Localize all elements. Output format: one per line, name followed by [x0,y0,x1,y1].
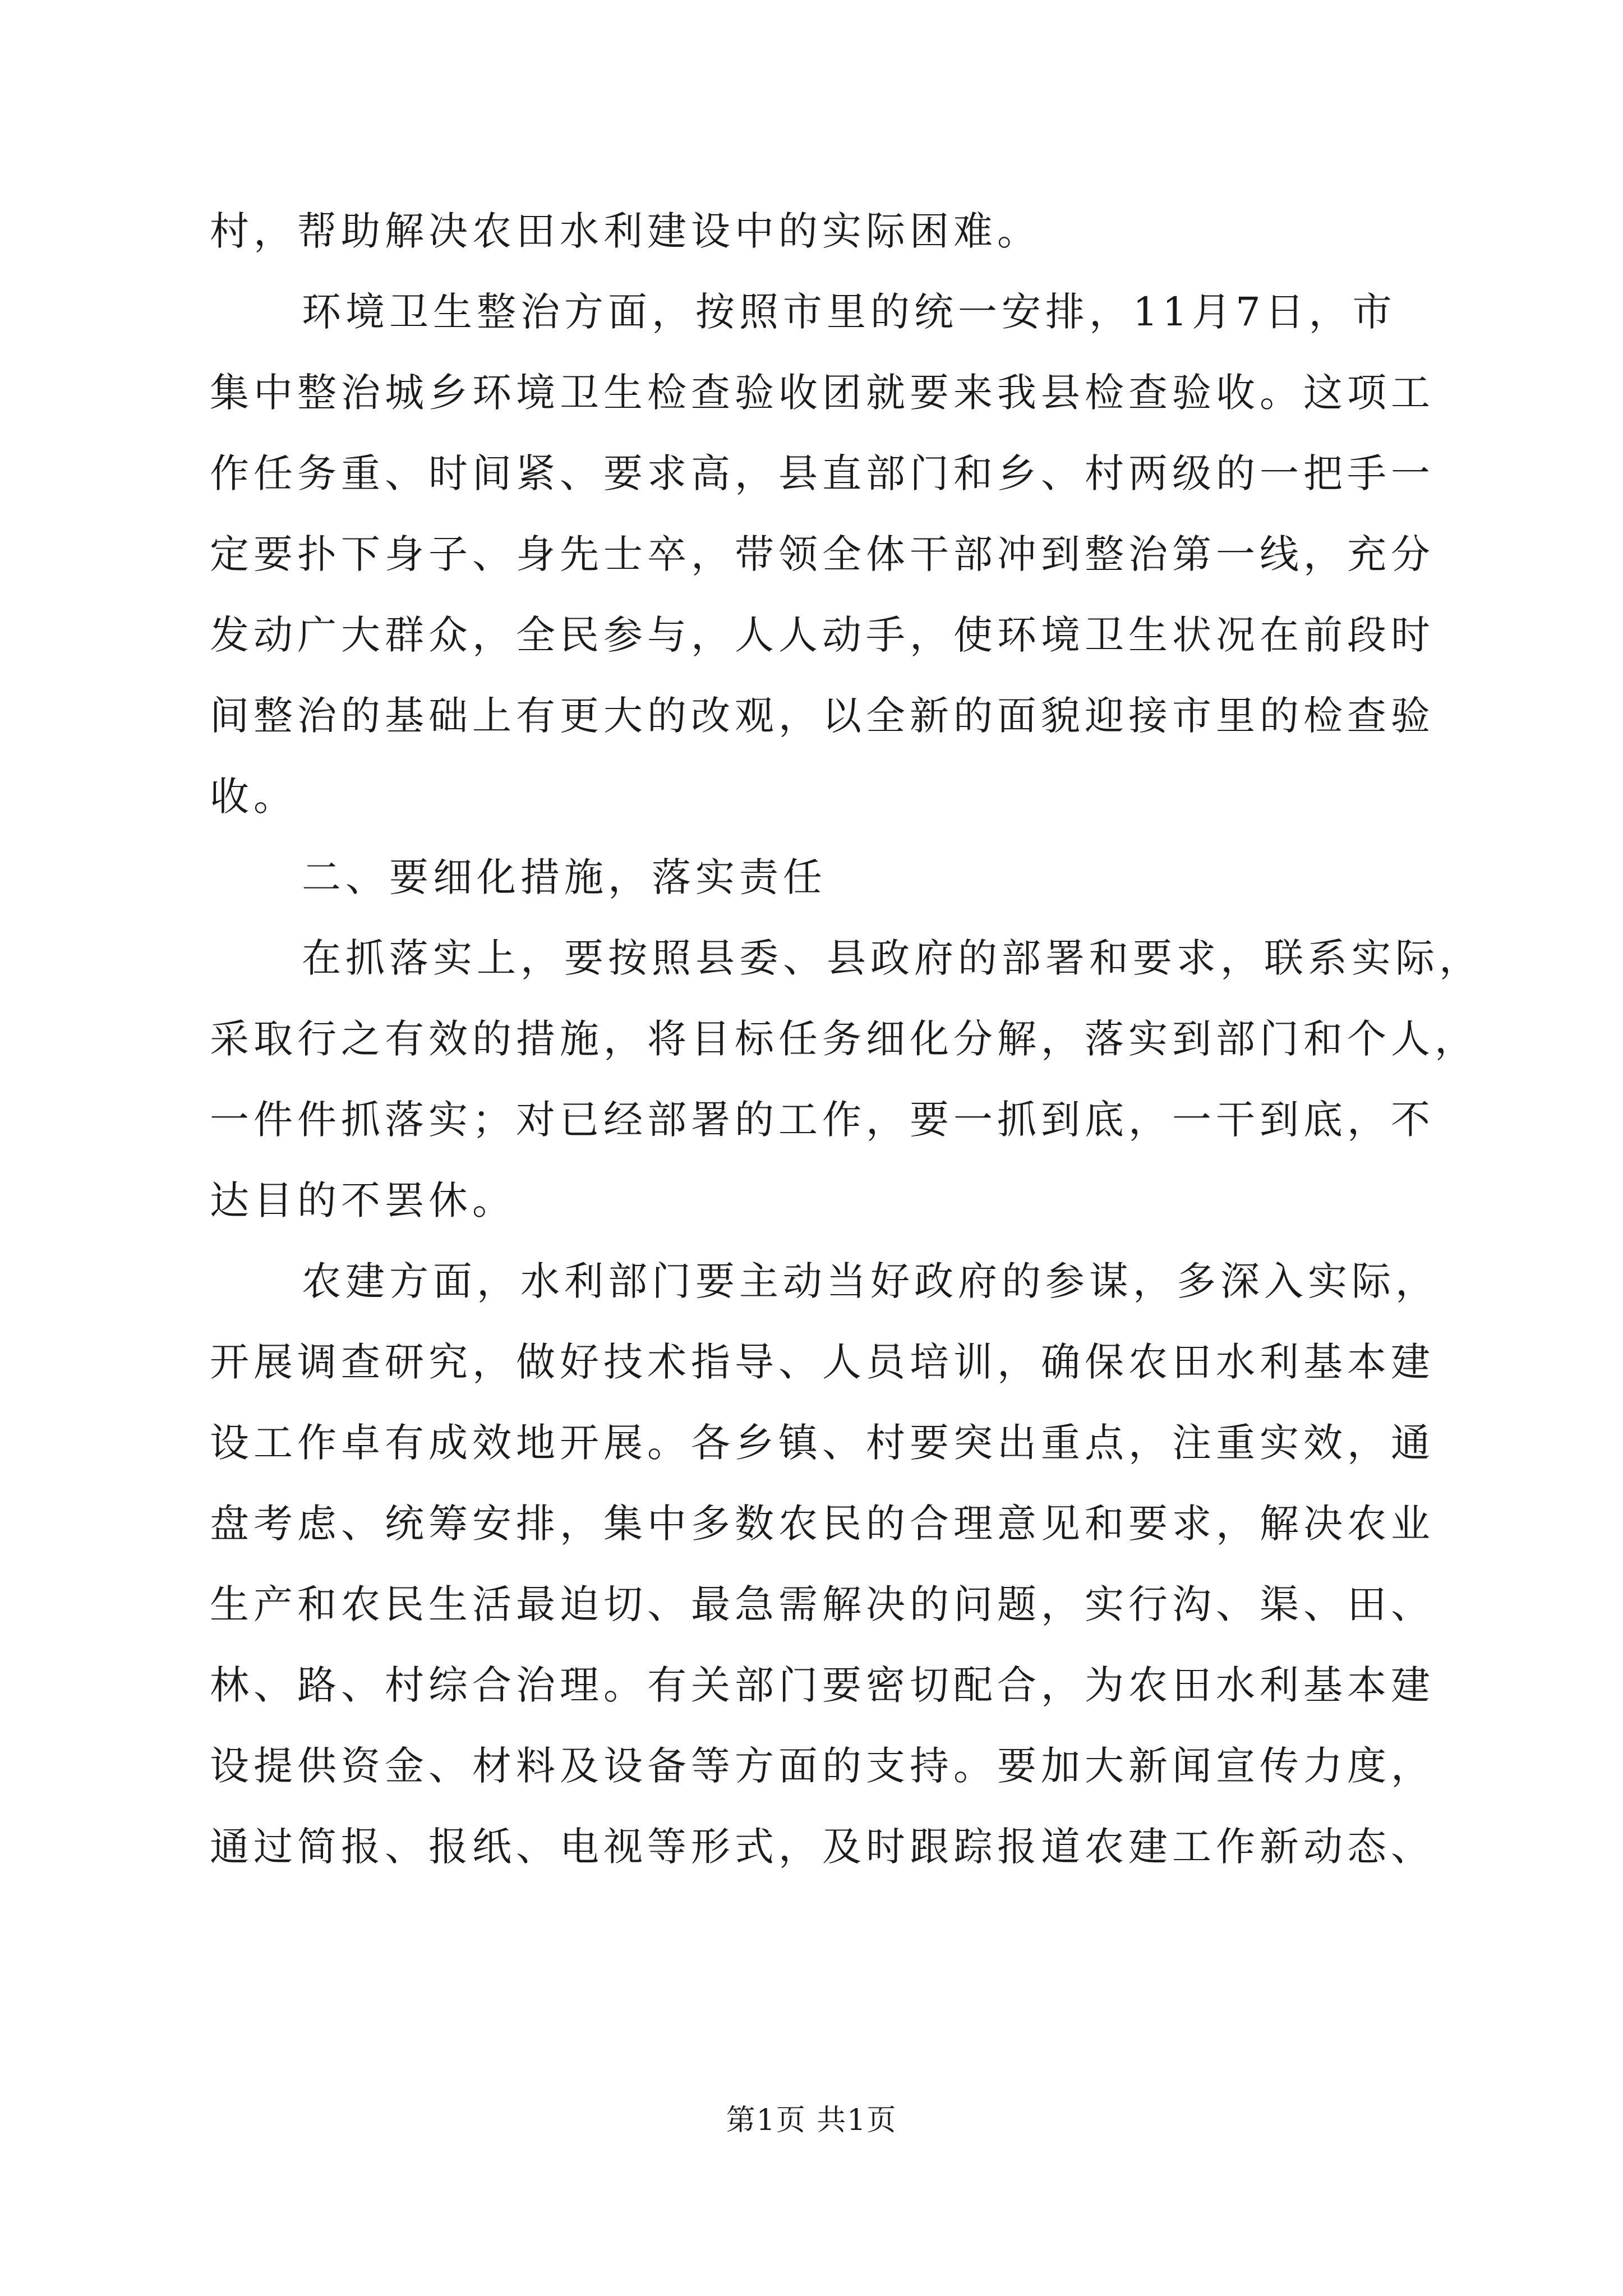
document-body [210,191,1483,1887]
paragraph-line: 间整治的基础上有更大的改观，以全新的面貌迎接市里的检查验 [210,693,1435,739]
paragraph-line: 环境卫生整治方面，按照市里的统一安排，11月7日，市 [302,289,1396,335]
paragraph-line: 定要扑下身子、身先士卒，带领全体干部冲到整治第一线，充分 [210,531,1435,577]
paragraph-line: 村，帮助解决农田水利建设中的实际困难。 [210,208,1041,254]
paragraph-line: 一件件抓落实；对已经部署的工作，要一抓到底，一干到底，不 [210,1097,1435,1143]
paragraph-line: 达目的不罢休。 [210,1177,516,1223]
paragraph-line: 通过简报、报纸、电视等形式，及时跟踪报道农建工作新动态、 [210,1824,1435,1870]
paragraph-line: 生产和农民生活最迫切、最急需解决的问题，实行沟、渠、田、 [210,1581,1435,1627]
paragraph-line: 发动广大群众，全民参与，人人动手，使环境卫生状况在前段时 [210,612,1435,658]
paragraph-line: 作任务重、时间紧、要求高，县直部门和乡、村两级的一把手一 [210,450,1435,496]
section-heading: 二、要细化措施，落实责任 [302,854,827,900]
paragraph-line: 林、路、村综合治理。有关部门要密切配合，为农田水利基本建 [210,1662,1435,1708]
paragraph-line: 设工作卓有成效地开展。各乡镇、村要突出重点，注重实效，通 [210,1420,1435,1466]
paragraph-line: 盘考虑、统筹安排，集中多数农民的合理意见和要求，解决农业 [210,1501,1435,1547]
paragraph-line: 农建方面，水利部门要主动当好政府的参谋，多深入实际， [302,1258,1439,1304]
paragraph-line: 在抓落实上，要按照县委、县政府的部署和要求，联系实际， [302,935,1483,981]
paragraph-line: 收。 [210,774,297,820]
paragraph-line: 设提供资金、材料及设备等方面的支持。要加大新闻宣传力度， [210,1743,1435,1789]
page-footer: 第1页 共1页 [726,2104,897,2137]
paragraph-line: 开展调查研究，做好技术指导、人员培训，确保农田水利基本建 [210,1339,1435,1385]
paragraph-line: 采取行之有效的措施，将目标任务细化分解，落实到部门和个人， [210,1016,1478,1062]
paragraph-line: 集中整治城乡环境卫生检查验收团就要来我县检查验收。这项工 [210,370,1435,416]
